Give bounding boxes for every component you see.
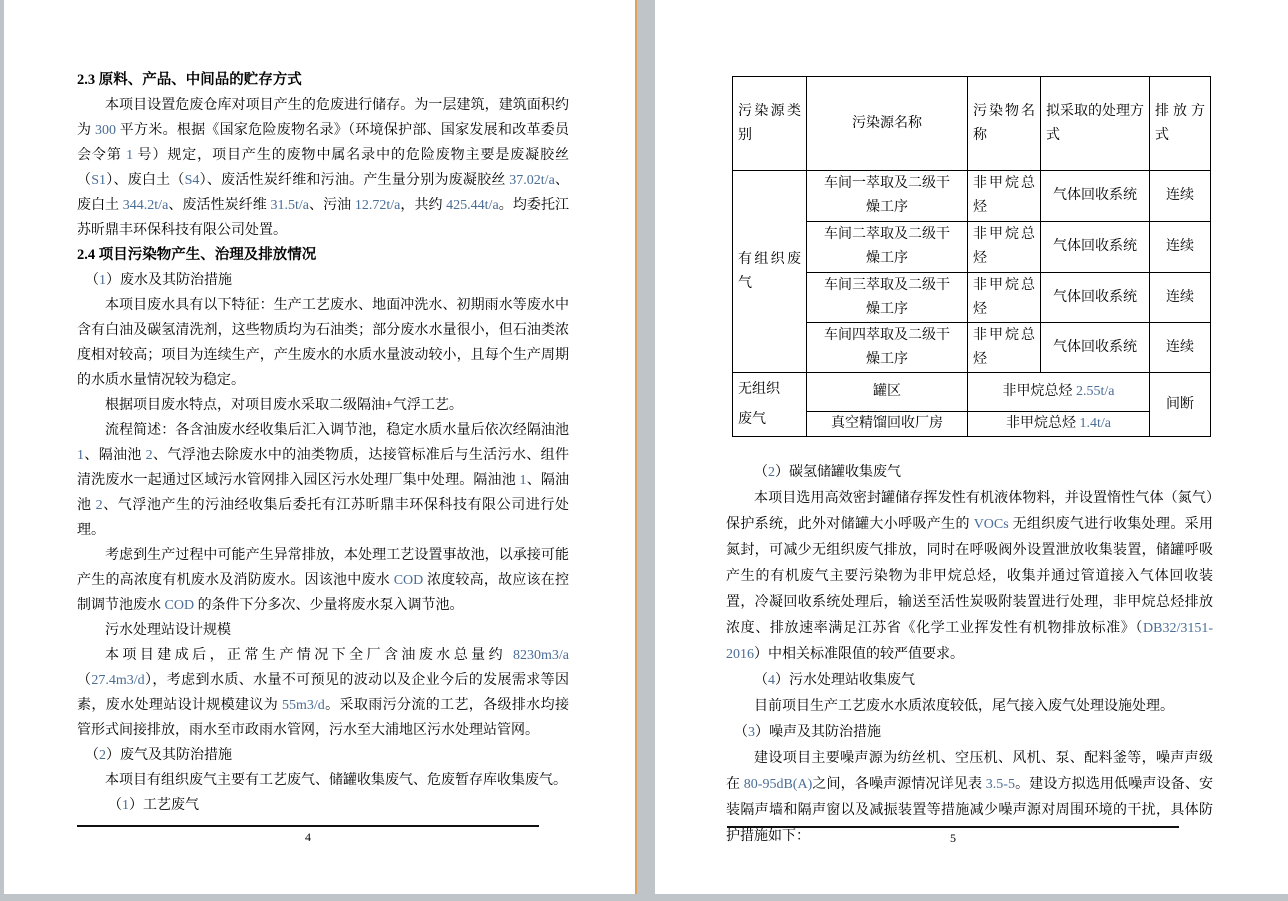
subheading-process-gas: （1）工艺废气: [108, 798, 199, 813]
paragraph-wwtp-scale: 本项目建成后，正常生产情况下全厂含油废水总量约 8230m3/a（27.4m3/d），考虑到水质、水量不可预见的波动以及企业今后的发展需求等因素，废水处理站设计规模建议为 55m3/d。采取雨污分流的工艺，各级排水均接管形式间接排放，雨水至市政雨水管网，污水至大浦地区污水处理站管网。: [77, 648, 570, 738]
table-cell-pollutant-amount: 非甲烷总烃 2.55t/a: [968, 373, 1150, 412]
table-cell-pollutant-amount: 非甲烷总烃 1.4t/a: [968, 412, 1150, 437]
paragraph-wastewater-accident: 考虑到生产过程中可能产生异常排放，本处理工艺设置事故池，以承接可能产生的高浓度有机废水及消防废水。因该池中废水 COD 浓度较高，故应该在控制调节池废水 COD 的条件下分多次、少量将废水泵入调节池。: [77, 548, 570, 613]
paragraph-wastewater-features: 本项目废水具有以下特征：生产工艺废水、地面冲洗水、初期雨水等废水中含有白油及碳氢清洗剂，这些物质均为石油类；部分废水水量很小，但石油类浓度相对较高；项目为连续生产，产生废水的水质水量波动较小，且每个生产周期的水质水量情况较为稳定。: [77, 298, 569, 388]
paragraph-noise: 建设项目主要噪声源为纺丝机、空压机、风机、泵、配料釜等，噪声声级在 80-95dB(A)之间，各噪声源情况详见表 3.5-5。建设方拟选用低噪声设备、安装隔声墙和隔声窗以及减振装置等措施减少噪声源对周围环境的干扰，具体防护措施如下：: [726, 751, 1214, 844]
subheading-wastewater: （1）废水及其防治措施: [85, 273, 232, 288]
subheading-waste-gas: （2）废气及其防治措施: [85, 748, 232, 763]
table-cell-source: 真空精馏回收厂房: [807, 412, 968, 437]
subheading-wwtp-gas: （4）污水处理站收集废气: [754, 673, 915, 688]
table-cell-treatment: 气体回收系统: [1041, 323, 1150, 373]
table-cell-pollutant: 非甲烷总烃: [968, 323, 1041, 373]
table-cell-mode: 连续: [1150, 171, 1211, 222]
table-cell-source: 罐区: [807, 373, 968, 412]
page-number-5: 5: [950, 831, 956, 845]
document-page-4: [4, 0, 637, 894]
table-header-pollutant-name: 污染物名称: [968, 77, 1041, 171]
table-cell-source: 车间三萃取及二级干燥工序: [807, 273, 968, 323]
section-heading-2-3: 2.3 原料、产品、中间品的贮存方式: [77, 72, 302, 88]
table-cell-source: 车间二萃取及二级干燥工序: [807, 222, 968, 273]
table-cell-mode: 间断: [1150, 373, 1211, 437]
page-5-footer: [727, 826, 1179, 845]
table-cell-source: 车间一萃取及二级干燥工序: [807, 171, 968, 222]
table-cell-treatment: 气体回收系统: [1041, 273, 1150, 323]
subheading-noise: （3）噪声及其防治措施: [734, 725, 881, 740]
section-heading-2-4: 2.4 项目污染物产生、治理及排放情况: [77, 247, 317, 263]
table-cell-pollutant: 非甲烷总烃: [968, 273, 1041, 323]
table-cell-mode: 连续: [1150, 222, 1211, 273]
paragraph-gas-intro: 本项目有组织废气主要有工艺废气、储罐收集废气、危废暂存库收集废气。: [105, 773, 567, 788]
table-cell-source: 车间四萃取及二级干燥工序: [807, 323, 968, 373]
paragraph-wwtp-gas: 目前项目生产工艺废水水质浓度较低，尾气接入废气处理设施处理。: [754, 699, 1174, 714]
pollution-source-table: [732, 76, 1211, 437]
page-5-body-text: [726, 460, 1213, 850]
subheading-tank-gas: （2）碳氢储罐收集废气: [754, 465, 901, 480]
table-header-treatment: 拟采取的处理方式: [1041, 77, 1150, 171]
document-page-5: [655, 0, 1288, 894]
table-header-source-name: 污染源名称: [807, 77, 968, 171]
table-cell-organized-label: 有组织废气: [733, 171, 807, 373]
table-cell-mode: 连续: [1150, 273, 1211, 323]
paragraph-wastewater-process: 根据项目废水特点，对项目废水采取二级隔油+气浮工艺。: [105, 398, 463, 413]
paragraph-wwtp-scale-title: 污水处理站设计规模: [105, 623, 231, 638]
table-header-discharge-mode: 排放方式: [1150, 77, 1211, 171]
page-4-footer: [77, 825, 539, 844]
table-cell-treatment: 气体回收系统: [1041, 171, 1150, 222]
paragraph-tank-gas: 本项目选用高效密封罐储存挥发性有机液体物料，并设置惰性气体（氮气）保护系统，此外对储罐大小呼吸产生的 VOCs 无组织废气进行收集处理。采用氮封，可减少无组织废气排放，同时在呼吸阀外设置泄放收集装置，储罐呼吸产生的有机废气主要污染物为非甲烷总烃，收集并通过管道接入气体回收装置，冷凝回收系统处理后，输送至活性炭吸附装置进行处理，非甲烷总烃排放浓度、排放速率满足江苏省《化学工业挥发性有机物排放标准》（DB32/3151-2016）中相关标准限值的较严值要求。: [726, 491, 1214, 662]
paragraph-wastewater-flow: 流程简述：各含油废水经收集后汇入调节池，稳定水质水量后依次经隔油池 1、隔油池 2、气浮池去除废水中的油类物质，达接管标准后与生活污水、组件清洗废水一起通过区域污水管网排入园区污水处理厂集中处理。隔油池 1、隔油池 2、气浮池产生的污油经收集后委托有江苏昕鼎丰环保科技有限公司进行处理。: [77, 423, 570, 538]
paragraph-storage: 本项目设置危废仓库对项目产生的危废进行储存。为一层建筑，建筑面积约为 300 平方米。根据《国家危险废物名录》（环境保护部、国家发展和改革委员会令第 1 号）规定，项目产生的废物中属名录中的危险废物主要是废凝胶丝（S1）、废白土（S4）、废活性炭纤维和污油。产生量分别为废凝胶丝 37.02t/a、废白土 344.2t/a、废活性炭纤维 31.5t/a、污油 12.72t/a，共约 425.44t/a。均委托江苏昕鼎丰环保科技有限公司处置。: [77, 98, 570, 238]
page-number-4: 4: [305, 830, 311, 844]
table-cell-unorganized-label: 无组织废气: [733, 373, 807, 437]
page-5-text-column: [726, 76, 1213, 850]
table-cell-treatment: 气体回收系统: [1041, 222, 1150, 273]
table-row: [733, 171, 1211, 222]
table-cell-pollutant: 非甲烷总烃: [968, 222, 1041, 273]
table-row: [733, 373, 1211, 412]
table-header-source-category: 污染源类别: [733, 77, 807, 171]
table-cell-pollutant: 非甲烷总烃: [968, 171, 1041, 222]
table-header-row: [733, 77, 1211, 171]
page-4-text-column: [77, 68, 569, 818]
table-cell-mode: 连续: [1150, 323, 1211, 373]
